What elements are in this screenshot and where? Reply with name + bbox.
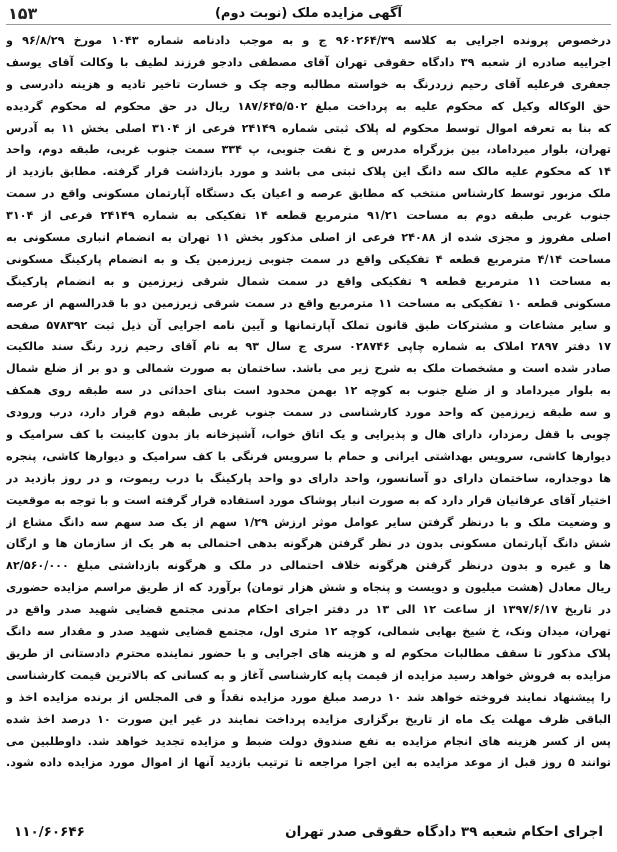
notice-body-line: ۱۷ دفتر ۲۸۹۷ املاک به شماره چاپی ۰۲۸۷۴۶ سری ج سال ۹۳ به نام آقای رحیم زرد رنگ سند مالکیت [6,340,611,354]
notice-body-line: مسکونی قطعه ۱۰ تفکیکی به مساحت ۱۱ مترمربع واقع در سمت شرقی زیرزمین دو با قدرالسهم از عرصه [6,296,611,310]
notice-body-line: و وضعیت ملک و با درنظر گرفتن سایر عوامل موثر ارزش ۱/۲۹ سهم از یک صد سهم سه دانگ مشاع از [6,515,611,529]
notice-body-line: در تاریخ ۱۳۹۷/۶/۱۷ از ساعت ۱۲ الی ۱۳ در دفتر اجرای احکام مدنی مجتمع قضایی شهید صدر واقع در [6,603,611,617]
reference-number: ۱۱۰/۶۰۶۴۶ [14,824,85,840]
notice-body-line: ریال معادل (هشت میلیون و دویست و پنجاه و شش هزار تومان) برآورد که از طریق مراسم مزایده حضوری [6,581,611,595]
notice-body-line: مساحت ۴/۱۴ مترمربع قطعه ۴ تفکیکی واقع در سمت جنوبی زیرزمین یک و به انضمام پارکینگ مسکونی [6,252,611,266]
notice-body-line: پس از کسر هزینه های انجام مزایده به نفع صندوق دولت ضبط و مزایده تجدید خواهد شد. داوطلبین می [6,734,611,748]
header-divider [6,24,611,25]
notice-header [6,4,611,26]
notice-body-line: اختیار آقای عرفانیان قرار دارد که به صورت انبار پوشاک مورد استفاده قرار گرفته است و با توجه به موقعیت [6,493,611,507]
notice-footer [6,822,611,846]
notice-body-line: ۱۴ که محکوم علیه مالک سه دانگ این پلاک ثبتی می باشد و مورد بازداشت قرار گرفته. مطابق بازدید از [6,165,611,179]
notice-body-line: حق الوکاله وکیل که محکوم علیه به پرداخت مبلغ ۱۸۷/۶۴۵/۵۰۲ ریال در حق محکوم له محکوم گردیده [6,99,611,113]
notice-body-line: جنوب غربی طبقه دوم به مساحت ۹۱/۲۱ مترمربع قطعه ۱۴ تفکیکی به شماره ۲۴۱۴۹ فرعی از ۳۱۰۴ [6,209,611,223]
corner-mark: ۱۵۳ [8,4,38,23]
notice-body-line: ملک مزبور توسط کارشناس منتخب که مطابق عرصه و اعیان یک دستگاه آپارتمان مسکونی واقع در سمت [6,187,611,201]
notice-body-line: اصلی مفروز و مجزی شده از ۲۴۰۸۸ فرعی از اصلی مذکور بخش ۱۱ تهران به انضمام انباری مسکونی به [6,231,611,245]
notice-body-line: و سایر مشاعات و مشترکات طبق قانون تملک آپارتمانها و آیین نامه اجرایی آن ذیل ثبت ۵۷۸۳۹۲ صفحه [6,318,611,332]
notice-body-line: الباقی ظرف مهلت یک ماه از تاریخ برگزاری مزایده پرداخت نمایند در غیر این صورت ۱۰ درصد اخذ شده [6,712,611,726]
notice-body-line: به مساحت ۱۱ مترمربع قطعه ۹ تفکیکی واقع در سمت شمال شرقی زیرزمین و به انضمام پارکینگ [6,274,611,288]
notice-body-line: ها دوجداره، ساختمان دارای دو آسانسور، واحد دارای دو واحد پارکینگ با درب ریموت، و در روز بازدید در [6,471,611,485]
notice-body-line: درخصوص پرونده اجرایی به کلاسه ۹۶۰۲۶۴/۳۹ ج و به موجب دادنامه شماره ۱۰۴۳ مورخ ۹۶/۸/۲۹ و [6,34,611,47]
notice-body-line: دیوارها کاشی، سرویس بهداشتی ایرانی و حمام با سرویس فرنگی با کف سرامیک و دیوارها کاشی، پنجره [6,449,611,463]
notice-body-line: پلاک مذکور تا سقف مطالبات محکوم له و هزینه های اجرایی و با حضور نماینده محترم دادستانی از طریق [6,646,611,660]
notice-body-line: را پیشنهاد نمایند فروخته خواهد شد ۱۰ درصد مبلغ مورد مزایده نقداً و فی المجلس از برنده مزایده اخذ و [6,690,611,704]
notice-body-line: به بلوار میرداماد و از ضلع جنوب به کوچه ۱۲ بهمن محدود است بنای احداثی در سه طبقه روی همکف [6,384,611,398]
notice-body-line: چوبی با قفل رمزدار، دارای هال و پذیرایی و یک اتاق خواب، آشپزخانه باز بدون کابینت با کف سرامیک و [6,428,611,442]
notice-body-line: ها و غیره و بدون درنظر گرفتن هرگونه خلاف احتمالی در ملک و هرگونه بازداشتی مبلغ ۸۲/۵۶۰/۰۰۰ [6,559,611,573]
notice-body-line: توانند ۵ روز قبل از موعد مزایده به این اجرا مراجعه تا ترتیب بازدید آنها از اموال مورد مزایده داده شود. [6,756,611,770]
notice-body-line: که بنا به تعرفه اموال توسط محکوم له پلاک ثبتی شماره ۲۴۱۴۹ فرعی از ۳۱۰۴ اصلی بخش ۱۱ به آدرس [6,121,611,135]
notice-body-line: و سه طبقه زیرزمین که واحد مورد کارشناسی در سمت جنوب غربی طبقه دوم قرار دارد، درب ورودی [6,406,611,420]
notice-body-line: اجراییه صادره از شعبه ۳۹ دادگاه حقوقی تهران آقای مصطفی دادجو فرزند لطیف با وکالت آقای یوسف [6,55,611,69]
notice-body-line: تهران، میدان ونک، خ شیخ بهایی شمالی، کوچه ۱۲ متری اول، مجتمع قضایی شهید صدر و مقدار سه دانگ [6,625,611,639]
notice-body-line: جعفری فرعلیه آقای رحیم زردرنگ به خواسته مطالبه وجه چک و خسارت تاخیر تادیه و هزینه دادرسی و [6,77,611,91]
notice-title: آگهی مزایده ملک (نوبت دوم) [214,6,402,21]
notice-body-line: صادر شده است و مشخصات ملک به شرح زیر می باشد. ساختمان به صورت شمالی و دو بر از ضلع شمال [6,362,611,376]
notice-body-line: مزایده به فروش خواهد رسید مزایده از قیمت پایه کارشناسی آغاز و به کسانی که بالاترین قیمت کارشناسی [6,668,611,682]
notice-body-line: تهران، بلوار میرداماد، بین بزرگراه مدرس و خ نفت جنوبی، پ ۳۳۴ سمت جنوب غربی، طبقه دوم، واحد [6,143,611,157]
notice-body [6,30,611,774]
notice-body-line: شش دانگ آپارتمان مسکونی بدون در نظر گرفتن هرگونه بدهی احتمالی به هر یک از سازمان ها و ارگان [6,537,611,551]
auction-notice [6,4,611,848]
issuer-signature: اجرای احکام شعبه ۳۹ دادگاه حقوقی صدر تهران [285,824,603,840]
